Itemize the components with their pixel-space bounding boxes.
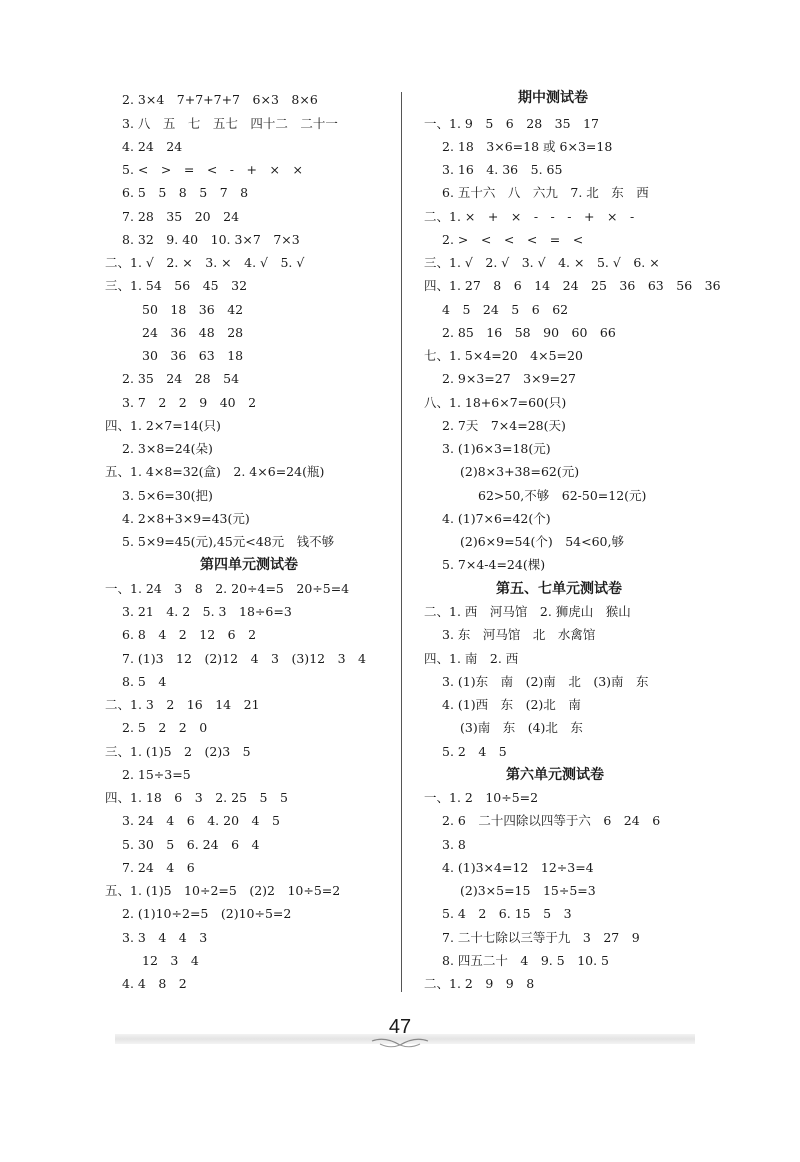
answer-line: 四、1. 2×7=14(只): [105, 418, 221, 433]
answer-line: 4. 4 8 2: [122, 976, 187, 991]
answer-line: 7. 二十七除以三等于九 3 27 9: [442, 930, 640, 945]
answer-line: (2)6×9=54(个) 54<60,够: [460, 534, 624, 549]
answer-line: 八、1. 18+6×7=60(只): [424, 395, 567, 410]
answer-line: 2. 6 二十四除以四等于六 6 24 6: [442, 813, 661, 828]
answer-line: 5. 7×4-4=24(棵): [442, 557, 546, 572]
answer-line: 4. 2×8+3×9=43(元): [122, 511, 250, 526]
answer-line: 2. 9×3=27 3×9=27: [442, 371, 576, 386]
answer-line: 3. 8: [442, 837, 466, 852]
answer-line: 5. 30 5 6. 24 6 4: [122, 837, 260, 852]
page-number: 47: [388, 1016, 412, 1038]
answer-line: 3. 7 2 2 9 40 2: [122, 395, 257, 410]
answer-line: 四、1. 27 8 6 14 24 25 36 63 56 36: [424, 278, 721, 293]
answer-line: 8. 5 4: [122, 674, 167, 689]
answer-line: 4 5 24 5 6 62: [442, 302, 569, 317]
answer-line: 3. (1)6×3=18(元): [442, 441, 551, 456]
answer-line: 3. 3 4 4 3: [122, 930, 208, 945]
answer-line: 四、1. 18 6 3 2. 25 5 5: [105, 790, 288, 805]
answer-line: 4. (1)3×4=12 12÷3=4: [442, 860, 594, 875]
answer-line: 8. 四五二十 4 9. 5 10. 5: [442, 953, 610, 968]
answer-line: (2)3×5=15 15÷5=3: [460, 883, 596, 898]
answer-line: 6. 8 4 2 12 6 2: [122, 627, 257, 642]
section-title: 第四单元测试卷: [200, 557, 298, 573]
answer-line: 2. 15÷3=5: [122, 767, 191, 782]
answer-line: 5. < > = < - + × ×: [122, 162, 303, 177]
answer-line: 3. (1)东 南 (2)南 北 (3)南 东: [442, 674, 649, 689]
swirl-ornament-icon: [370, 1035, 430, 1051]
answer-line: 3. 24 4 6 4. 20 4 5: [122, 813, 280, 828]
section-title: 第六单元测试卷: [506, 767, 604, 783]
answer-line: (2)8×3+38=62(元): [460, 464, 580, 479]
answer-line: 30 36 63 18: [142, 348, 244, 363]
answer-line: 一、1. 9 5 6 28 35 17: [424, 116, 599, 131]
answer-line: 3. 21 4. 2 5. 3 18÷6=3: [122, 604, 292, 619]
answer-line: 4. 24 24: [122, 139, 183, 154]
answer-line: 二、1. 2 9 9 8: [424, 976, 535, 991]
answer-line: 二、1. × + × - - - + × -: [424, 209, 635, 224]
answer-line: 三、1. 54 56 45 32: [105, 278, 248, 293]
answer-line: 五、1. (1)5 10÷2=5 (2)2 10÷5=2: [105, 883, 341, 898]
section-title: 期中测试卷: [518, 90, 588, 106]
answer-line: 四、1. 南 2. 西: [424, 651, 519, 666]
answer-line: (3)南 东 (4)北 东: [460, 720, 583, 735]
answer-line: 62>50,不够 62-50=12(元): [478, 488, 647, 503]
answer-line: 3. 八 五 七 五七 四十二 二十一: [122, 116, 338, 131]
answer-line: 5. 4 2 6. 15 5 3: [442, 906, 572, 921]
answer-line: 2. 18 3×6=18 或 6×3=18: [442, 139, 613, 154]
answer-line: 七、1. 5×4=20 4×5=20: [424, 348, 583, 363]
answer-line: 7. (1)3 12 (2)12 4 3 (3)12 3 4: [122, 651, 367, 666]
answer-line: 五、1. 4×8=32(盒) 2. 4×6=24(瓶): [105, 464, 325, 479]
answer-line: 6. 五十六 八 六九 7. 北 东 西: [442, 185, 649, 200]
answer-line: 12 3 4: [142, 953, 199, 968]
answer-line: 2. 7天 7×4=28(天): [442, 418, 566, 433]
answer-line: 一、1. 24 3 8 2. 20÷4=5 20÷5=4: [105, 581, 350, 596]
column-divider: [401, 92, 402, 992]
answer-line: 5. 5×9=45(元),45元<48元 钱不够: [122, 534, 335, 549]
answer-line: 4. (1)7×6=42(个): [442, 511, 551, 526]
answer-line: 三、1. (1)5 2 (2)3 5: [105, 744, 251, 759]
answer-line: 2. 5 2 2 0: [122, 720, 208, 735]
answer-line: 2. > < < < = <: [442, 232, 584, 247]
answer-line: 一、1. 2 10÷5=2: [424, 790, 539, 805]
section-title: 第五、七单元测试卷: [496, 581, 622, 597]
answer-line: 2. 35 24 28 54: [122, 371, 240, 386]
answer-line: 7. 28 35 20 24: [122, 209, 240, 224]
answer-line: 2. 3×4 7+7+7+7 6×3 8×6: [122, 92, 318, 107]
answer-line: 24 36 48 28: [142, 325, 244, 340]
answer-line: 3. 5×6=30(把): [122, 488, 213, 503]
answer-line: 2. (1)10÷2=5 (2)10÷5=2: [122, 906, 292, 921]
answer-line: 三、1. √ 2. √ 3. √ 4. × 5. √ 6. ×: [424, 255, 660, 270]
answer-line: 3. 16 4. 36 5. 65: [442, 162, 563, 177]
answer-line: 二、1. √ 2. × 3. × 4. √ 5. √: [105, 255, 305, 270]
answer-line: 8. 32 9. 40 10. 3×7 7×3: [122, 232, 300, 247]
answer-line: 3. 东 河马馆 北 水禽馆: [442, 627, 596, 642]
answer-line: 5. 2 4 5: [442, 744, 507, 759]
answer-line: 6. 5 5 8 5 7 8: [122, 185, 249, 200]
answer-line: 50 18 36 42: [142, 302, 244, 317]
answer-line: 二、1. 3 2 16 14 21: [105, 697, 260, 712]
answer-line: 2. 3×8=24(朵): [122, 441, 213, 456]
answer-line: 2. 85 16 58 90 60 66: [442, 325, 616, 340]
answer-line: 二、1. 西 河马馆 2. 狮虎山 猴山: [424, 604, 631, 619]
answer-line: 7. 24 4 6: [122, 860, 195, 875]
answer-line: 4. (1)西 东 (2)北 南: [442, 697, 581, 712]
